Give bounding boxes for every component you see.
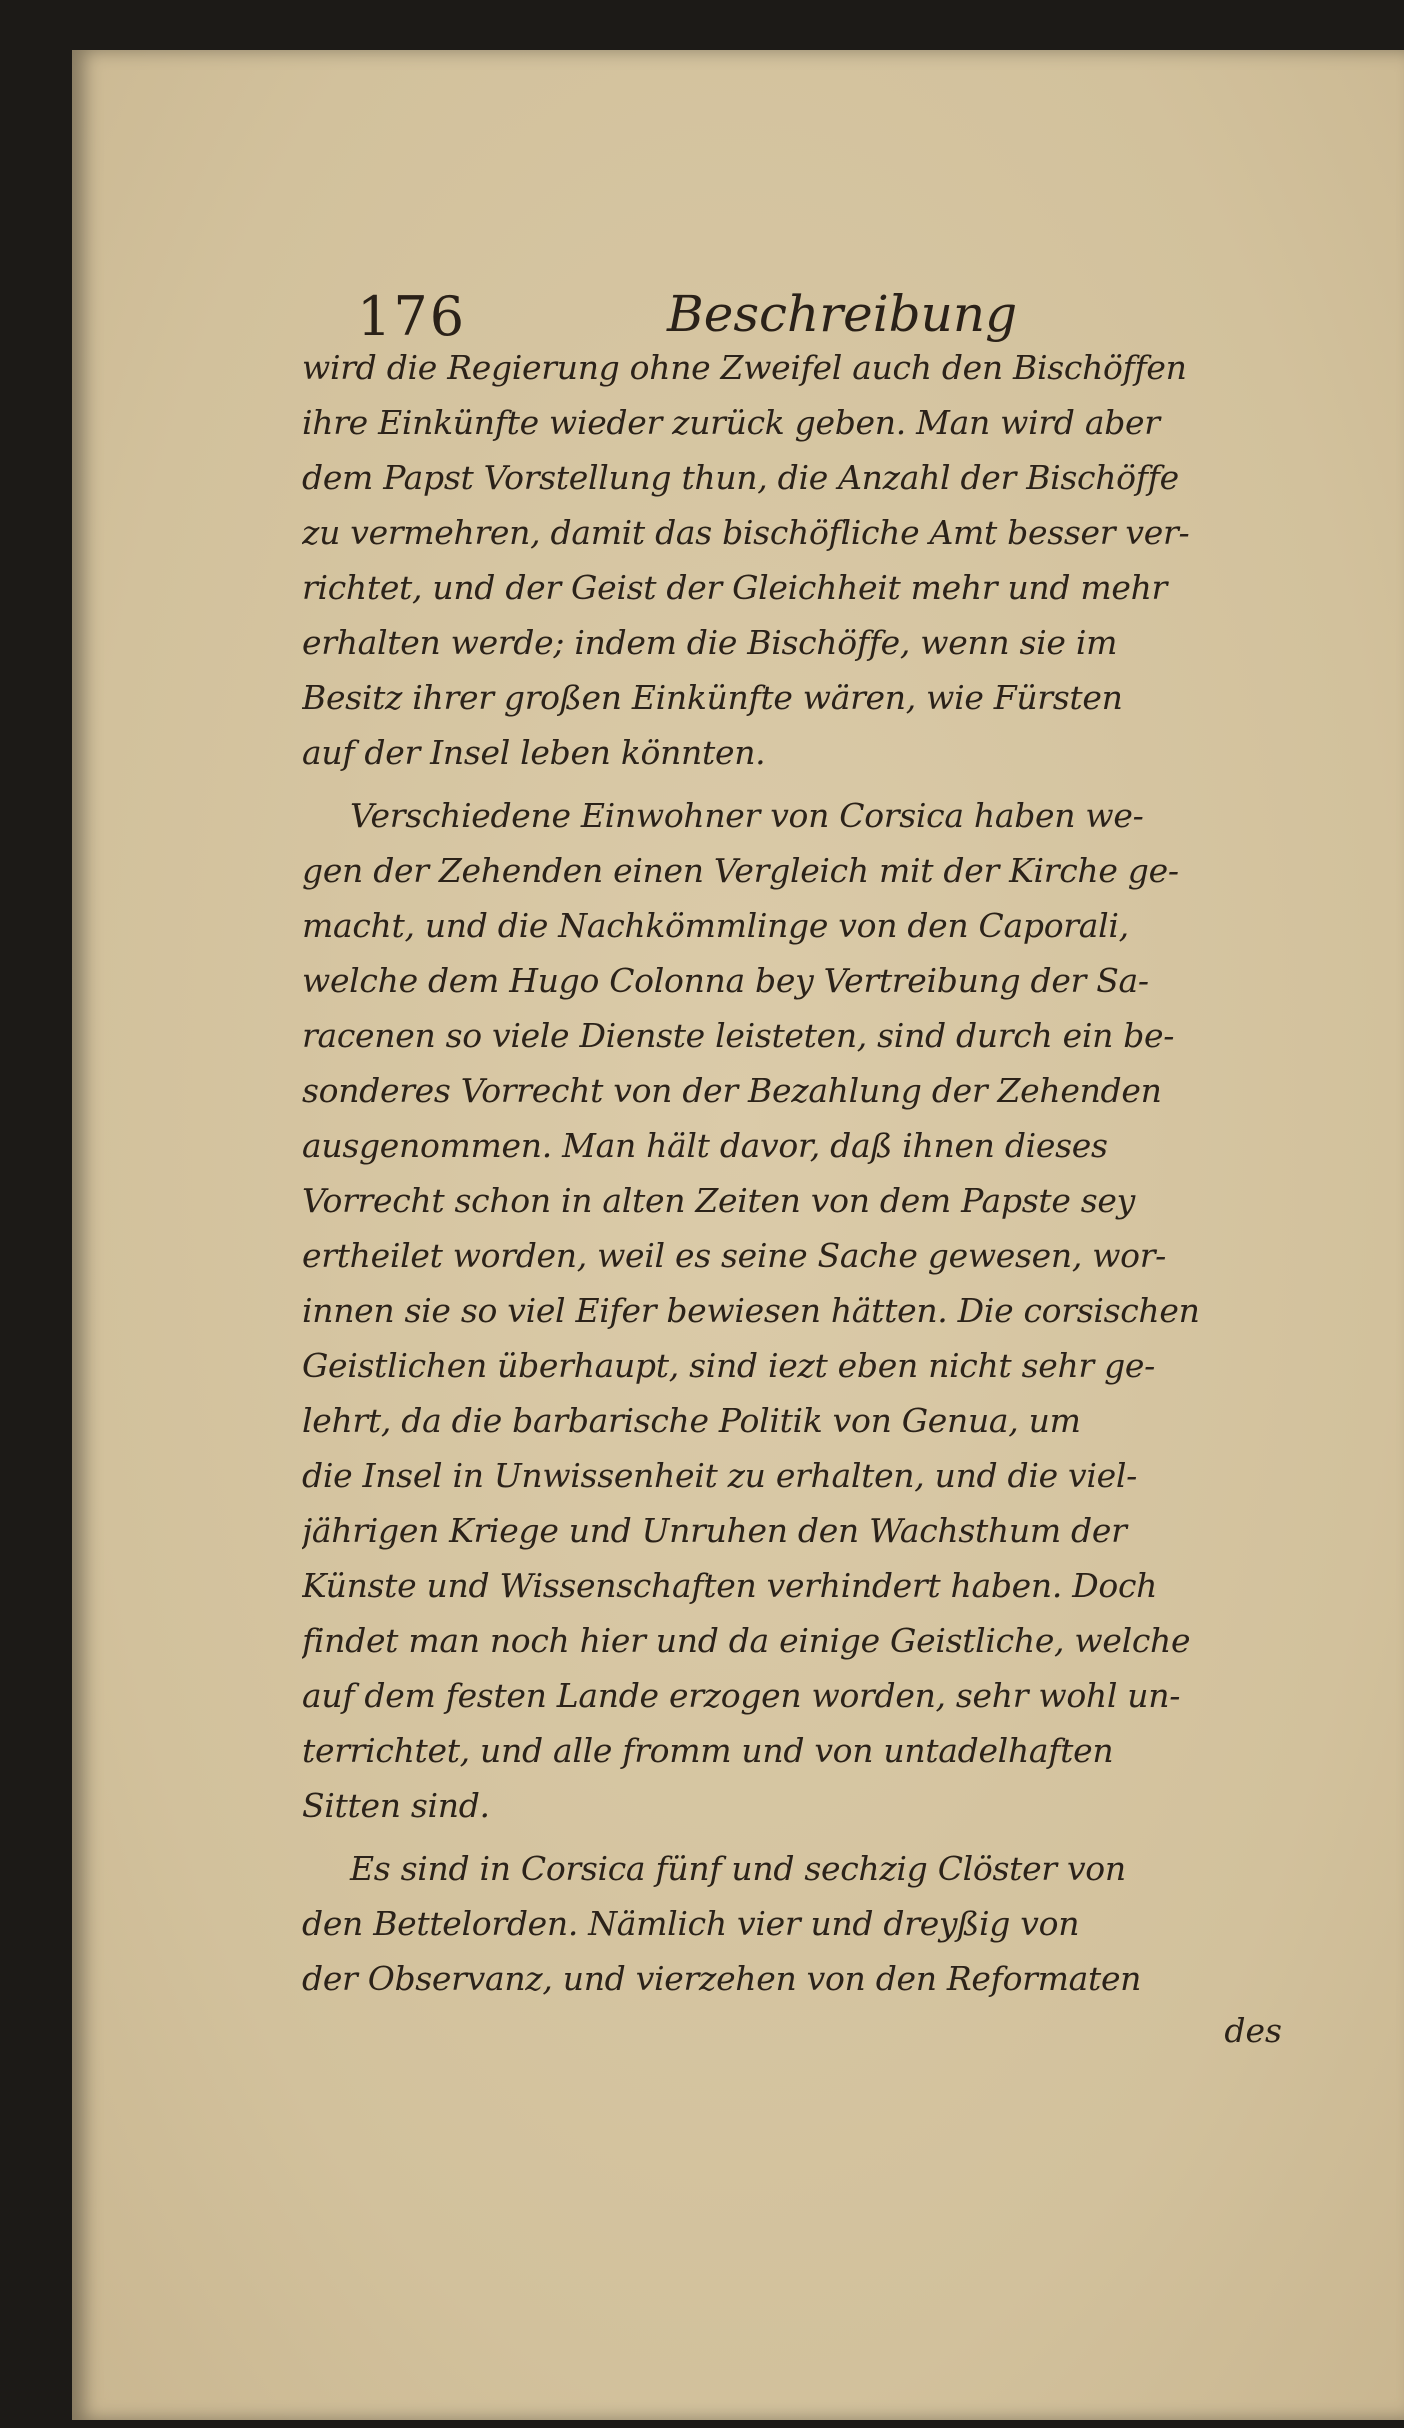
text-line: gen der Zehenden einen Vergleich mit der Kirche ge- xyxy=(302,851,1179,890)
body-text xyxy=(302,340,1282,2056)
text-line: ausgenommen. Man hält davor, daß ihnen dieses xyxy=(302,1126,1108,1165)
text-line: erhalten werde; indem die Bischöffe, wenn sie im xyxy=(302,623,1118,662)
text-line: ihre Einkünfte wieder zurück geben. Man wird aber xyxy=(302,403,1160,442)
text-line: macht, und die Nachkömmlinge von den Caporali, xyxy=(302,906,1129,945)
text-line: wird die Regierung ohne Zweifel auch den Bischöffen xyxy=(302,348,1187,387)
text-line: terrichtet, und alle fromm und von untadelhaften xyxy=(302,1731,1114,1770)
paragraph-1 xyxy=(302,340,1282,780)
text-line: Besitz ihrer großen Einkünfte wären, wie Fürsten xyxy=(302,678,1123,717)
text-line: richtet, und der Geist der Gleichheit mehr und mehr xyxy=(302,568,1168,607)
text-line: racenen so viele Dienste leisteten, sind durch ein be- xyxy=(302,1016,1175,1055)
text-line: dem Papst Vorstellung thun, die Anzahl der Bischöffe xyxy=(302,458,1179,497)
text-line: welche dem Hugo Colonna bey Vertreibung der Sa- xyxy=(302,961,1149,1000)
text-line: Es sind in Corsica fünf und sechzig Clöster von xyxy=(350,1849,1126,1888)
catchword: des xyxy=(1224,2011,1282,2050)
page-number: 176 xyxy=(357,285,467,348)
paragraph-2 xyxy=(302,788,1282,1833)
text-line: lehrt, da die barbarische Politik von Genua, um xyxy=(302,1401,1081,1440)
text-line: ertheilet worden, weil es seine Sache gewesen, wor- xyxy=(302,1236,1167,1275)
text-line: den Bettelorden. Nämlich vier und dreyßig von xyxy=(302,1904,1080,1943)
text-line: Verschiedene Einwohner von Corsica haben we- xyxy=(350,796,1144,835)
text-line: zu vermehren, damit das bischöfliche Amt besser ver- xyxy=(302,513,1190,552)
text-line: innen sie so viel Eifer bewiesen hätten. Die corsischen xyxy=(302,1291,1200,1330)
text-line: Künste und Wissenschaften verhindert haben. Doch xyxy=(302,1566,1158,1605)
text-line: jährigen Kriege und Unruhen den Wachsthum der xyxy=(302,1511,1127,1550)
running-title: Beschreibung xyxy=(667,285,1018,343)
text-line: auf der Insel leben könnten. xyxy=(302,733,766,772)
text-line: auf dem festen Lande erzogen worden, sehr wohl un- xyxy=(302,1676,1181,1715)
text-line: die Insel in Unwissenheit zu erhalten, und die viel- xyxy=(302,1456,1137,1495)
text-line: sonderes Vorrecht von der Bezahlung der Zehenden xyxy=(302,1071,1162,1110)
text-line: Geistlichen überhaupt, sind iezt eben nicht sehr ge- xyxy=(302,1346,1155,1385)
text-line: findet man noch hier und da einige Geistliche, welche xyxy=(302,1621,1191,1660)
text-line: Vorrecht schon in alten Zeiten von dem Papste sey xyxy=(302,1181,1135,1220)
text-line: der Observanz, und vierzehen von den Reformaten xyxy=(302,1959,1142,1998)
paragraph-3 xyxy=(302,1841,1282,2006)
text-line: Sitten sind. xyxy=(302,1786,490,1825)
